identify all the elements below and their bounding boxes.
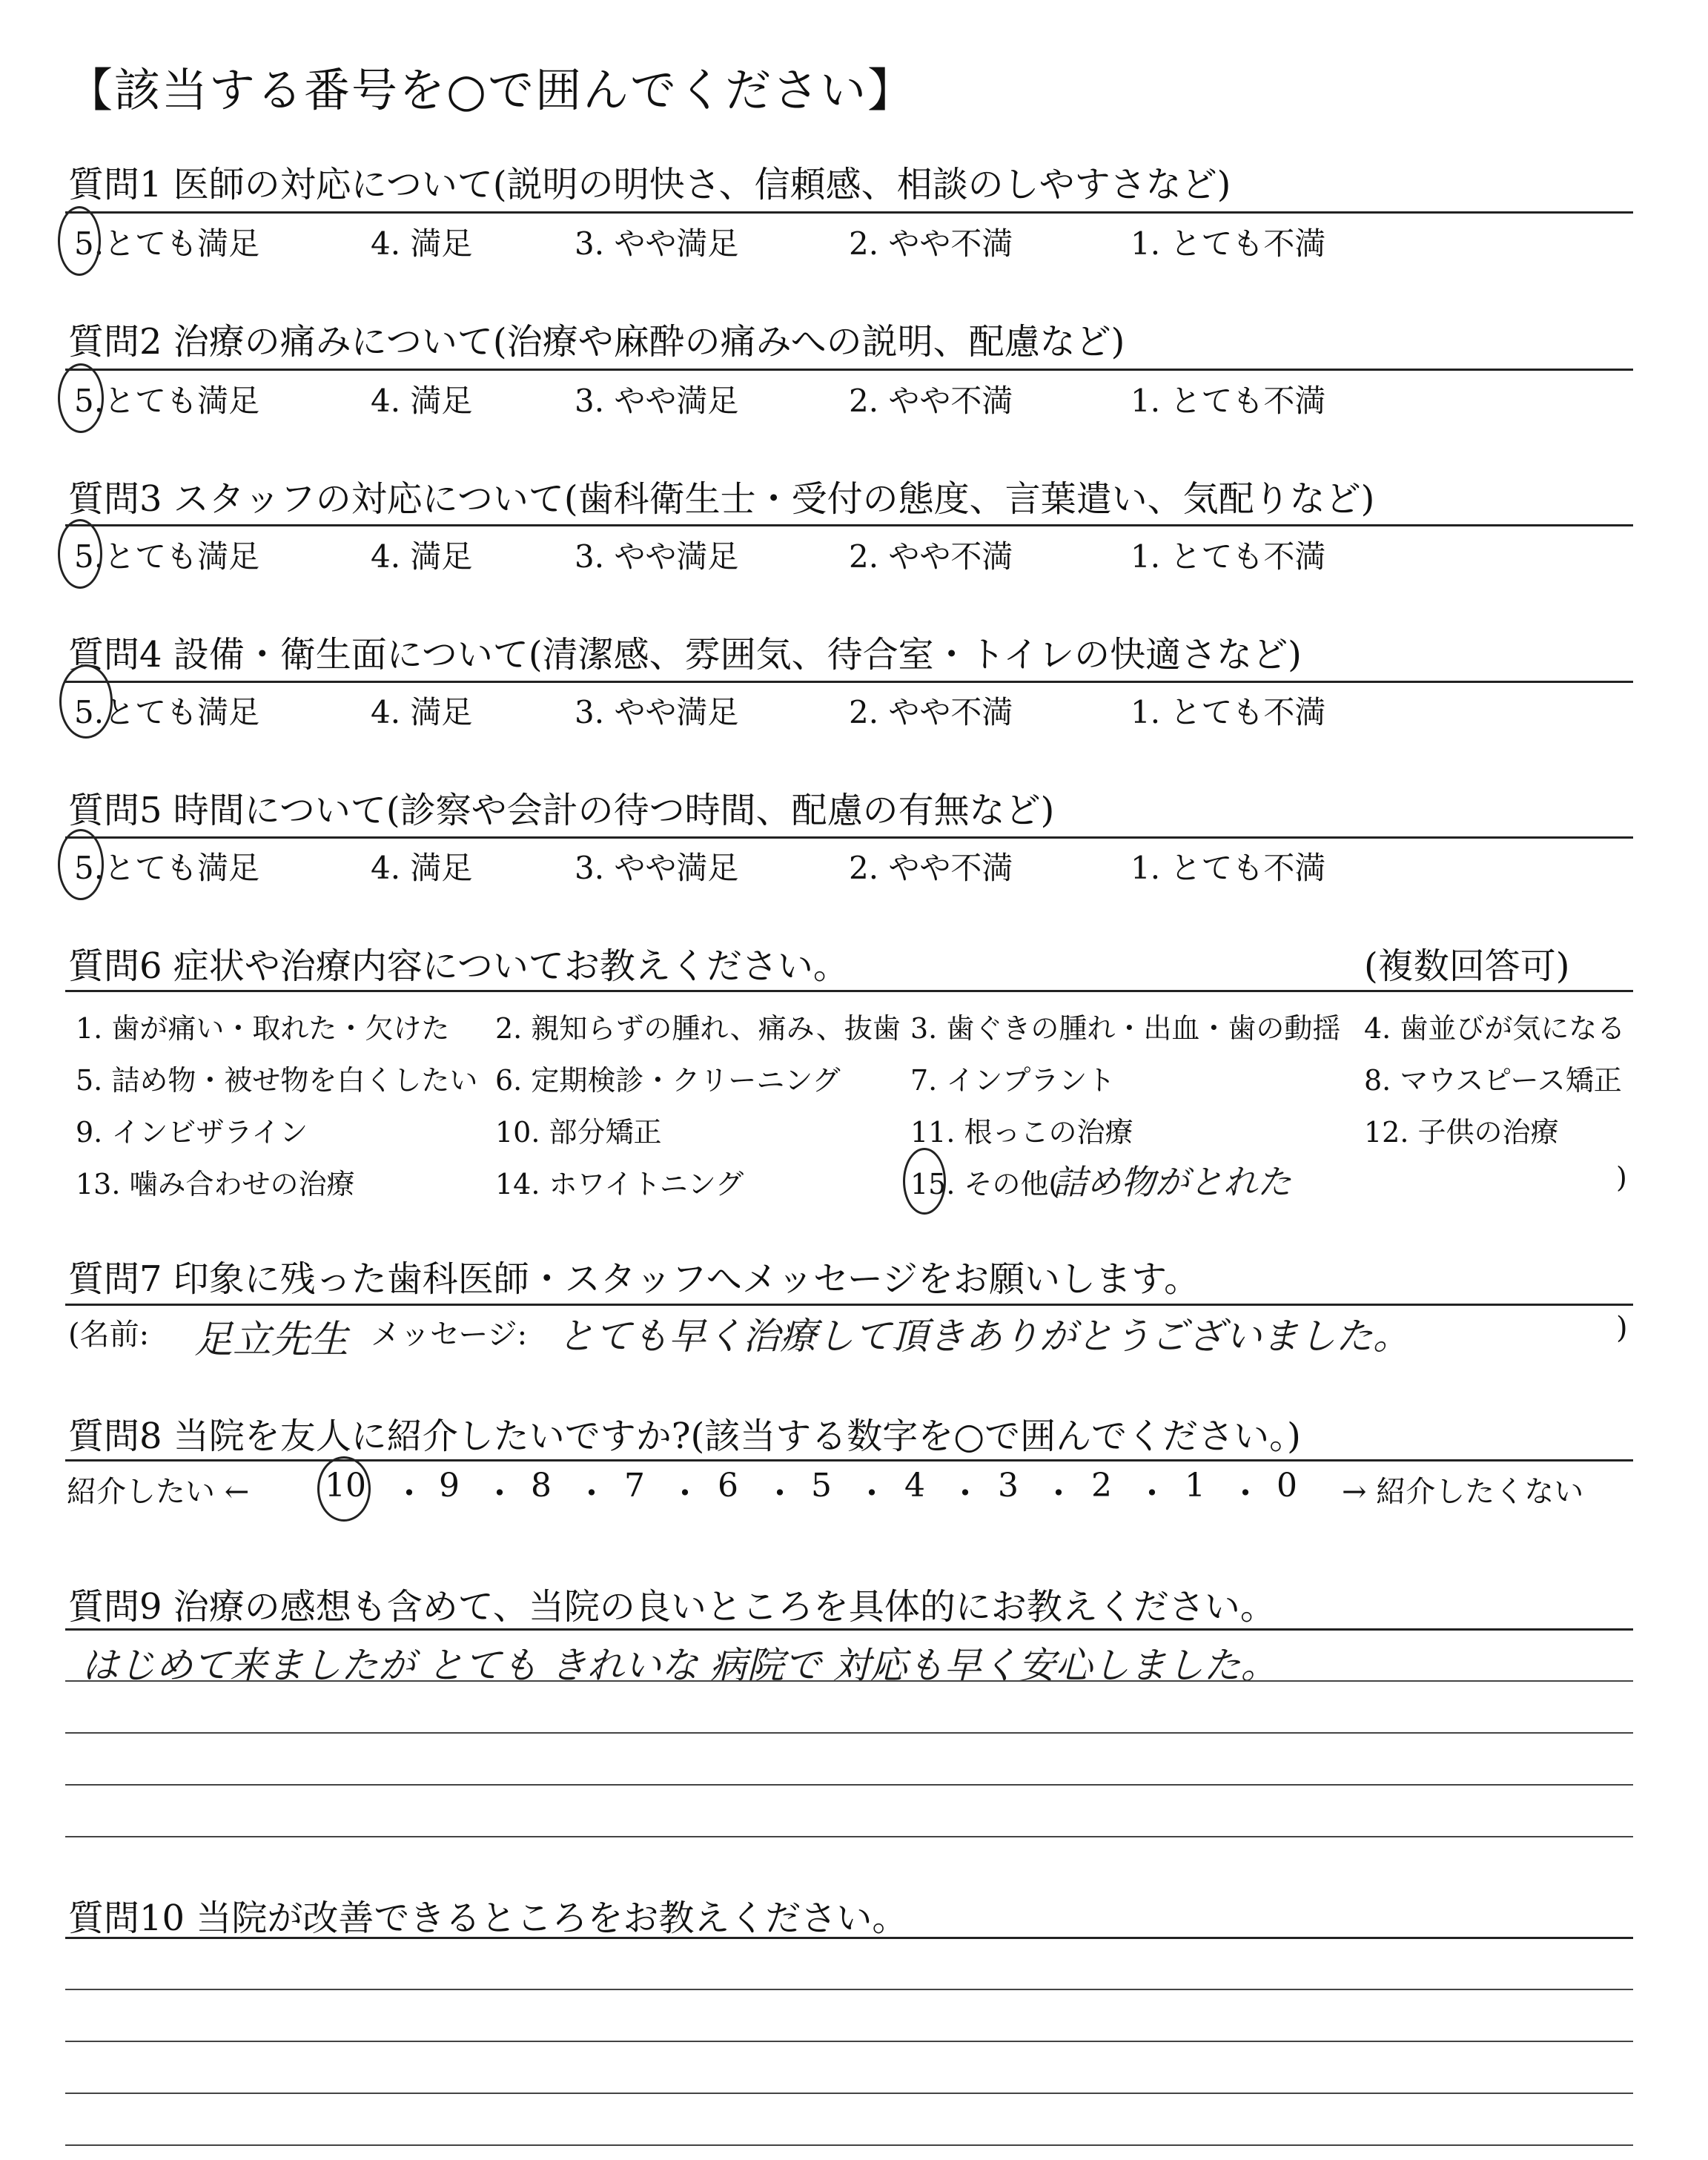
q6-item-9[interactable]: 9. インビザライン [76, 1116, 308, 1149]
question-10-label: 質問10 当院が改善できるところをお教えください。 [68, 1898, 908, 1939]
question-6-label: 質問6 症状や治療内容についてお教えください。 [68, 945, 849, 987]
q5-option-1[interactable]: 1. とても不満 [1131, 850, 1326, 886]
divider [65, 1628, 1633, 1631]
q1-option-3[interactable]: 3. やや満足 [575, 225, 739, 262]
answer-line [65, 2144, 1633, 2146]
q1-option-1[interactable]: 1. とても不満 [1131, 225, 1326, 262]
question-4-label: 質問4 設備・衛生面について(清潔感、雰囲気、待合室・トイレの快適さなど) [68, 634, 1302, 676]
q4-option-1[interactable]: 1. とても不満 [1131, 694, 1326, 730]
question-2-label: 質問2 治療の痛みについて(治療や麻酔の痛みへの説明、配慮など) [68, 321, 1125, 363]
q6-note: (複数回答可) [1364, 945, 1570, 987]
q3-option-2[interactable]: 2. やや不満 [849, 538, 1013, 575]
q5-option-5[interactable]: 5.とても満足 [74, 850, 260, 886]
q6-item-10[interactable]: 10. 部分矯正 [495, 1116, 662, 1149]
answer-line [65, 1836, 1633, 1837]
divider [65, 1304, 1633, 1306]
answer-line [65, 1784, 1633, 1786]
question-5-label: 質問5 時間について(診察や会計の待つ時間、配慮の有無など) [68, 790, 1055, 831]
q6-item-14[interactable]: 14. ホワイトニング [495, 1168, 744, 1200]
q8-scale-4[interactable]: 4 [904, 1467, 925, 1505]
q8-dot: ・ [669, 1475, 701, 1513]
divider [65, 369, 1633, 371]
q4-selected-circle [59, 664, 113, 739]
q6-item-5[interactable]: 5. 詰め物・被せ物を白くしたい [76, 1064, 478, 1097]
q8-dot: ・ [575, 1475, 608, 1513]
q2-option-3[interactable]: 3. やや満足 [575, 383, 739, 419]
q4-option-3[interactable]: 3. やや満足 [575, 694, 739, 730]
q2-option-2[interactable]: 2. やや不満 [849, 383, 1013, 419]
q3-selected-circle [58, 519, 102, 589]
divider [65, 1459, 1633, 1462]
q8-dot: ・ [1136, 1475, 1168, 1513]
q6-item-6[interactable]: 6. 定期検診・クリーニング [495, 1064, 841, 1097]
q6-selected-circle [903, 1148, 946, 1215]
q8-dot: ・ [393, 1475, 426, 1513]
q8-dot: ・ [1042, 1475, 1075, 1513]
question-7-label: 質問7 印象に残った歯科医師・スタッフへメッセージをお願いします。 [68, 1258, 1200, 1300]
q5-selected-circle [58, 829, 104, 900]
divider [65, 524, 1633, 526]
question-8-label: 質問8 当院を友人に紹介したいですか?(該当する数字を○で囲んでください。) [68, 1416, 1301, 1457]
q4-option-4[interactable]: 4. 満足 [371, 694, 473, 730]
q8-dot: ・ [764, 1475, 796, 1513]
q2-option-4[interactable]: 4. 満足 [371, 383, 473, 419]
q7-name-label: (名前: [68, 1318, 150, 1352]
answer-line [65, 1989, 1633, 1990]
divider [65, 836, 1633, 839]
q8-left-label: 紹介したい ← [67, 1475, 250, 1509]
page-title: 【該当する番号を○で囲んでください】 [67, 63, 916, 117]
answer-line [65, 2041, 1633, 2042]
q7-message-value[interactable]: とても早く治療して頂きありがとうございました。 [557, 1315, 1410, 1358]
q3-option-5[interactable]: 5.とても満足 [74, 538, 260, 575]
answer-line [65, 1680, 1633, 1682]
divider [65, 1937, 1633, 1939]
q1-option-5[interactable]: 5.とても満足 [74, 225, 260, 262]
q6-item-4[interactable]: 4. 歯並びが気になる [1364, 1012, 1626, 1045]
divider [65, 990, 1633, 992]
q7-close-paren: ) [1616, 1311, 1628, 1345]
q5-option-2[interactable]: 2. やや不満 [849, 850, 1013, 886]
q1-selected-circle [58, 206, 101, 276]
q8-scale-8[interactable]: 8 [531, 1467, 552, 1505]
q8-right-label: → 紹介したくない [1342, 1475, 1584, 1509]
q4-option-2[interactable]: 2. やや不満 [849, 694, 1013, 730]
q8-scale-9[interactable]: 9 [439, 1467, 460, 1505]
q5-option-3[interactable]: 3. やや満足 [575, 850, 739, 886]
q6-item-8[interactable]: 8. マウスピース矯正 [1364, 1064, 1622, 1097]
q4-option-5[interactable]: 5.とても満足 [74, 694, 260, 730]
q1-option-2[interactable]: 2. やや不満 [849, 225, 1013, 262]
q6-item-11[interactable]: 11. 根っこの治療 [910, 1116, 1133, 1149]
answer-line [65, 1732, 1633, 1734]
question-9-label: 質問9 治療の感想も含めて、当院の良いところを具体的にお教えください。 [68, 1586, 1276, 1628]
q6-item-15[interactable]: 15. その他( [910, 1168, 1060, 1200]
q6-item-13[interactable]: 13. 噛み合わせの治療 [76, 1168, 355, 1200]
q8-selected-circle [317, 1456, 371, 1522]
q6-item-3[interactable]: 3. 歯ぐきの腫れ・出血・歯の動揺 [910, 1012, 1341, 1045]
q6-other-close: ) [1616, 1161, 1627, 1194]
q8-dot: ・ [1229, 1475, 1262, 1513]
q8-scale-6[interactable]: 6 [718, 1467, 738, 1505]
divider [65, 681, 1633, 683]
q7-message-label: メッセージ: [371, 1318, 528, 1352]
q3-option-1[interactable]: 1. とても不満 [1131, 538, 1326, 575]
q8-scale-2[interactable]: 2 [1091, 1467, 1112, 1505]
q5-option-4[interactable]: 4. 満足 [371, 850, 473, 886]
answer-line [65, 2093, 1633, 2094]
q8-dot: ・ [855, 1475, 888, 1513]
q3-option-4[interactable]: 4. 満足 [371, 538, 473, 575]
q1-option-4[interactable]: 4. 満足 [371, 225, 473, 262]
divider [65, 211, 1633, 214]
q8-scale-3[interactable]: 3 [998, 1467, 1019, 1505]
q8-scale-10[interactable]: 10 [325, 1467, 366, 1505]
q3-option-3[interactable]: 3. やや満足 [575, 538, 739, 575]
q2-option-1[interactable]: 1. とても不満 [1131, 383, 1326, 419]
q2-selected-circle [58, 363, 104, 433]
q2-option-5[interactable]: 5.とても満足 [74, 383, 260, 419]
q8-scale-1[interactable]: 1 [1185, 1467, 1205, 1505]
q6-item-2[interactable]: 2. 親知らずの腫れ、痛み、抜歯 [495, 1012, 901, 1045]
q6-item-1[interactable]: 1. 歯が痛い・取れた・欠けた [76, 1012, 450, 1045]
q8-scale-0[interactable]: 0 [1277, 1467, 1297, 1505]
q9-answer[interactable]: はじめて来ましたが とても きれいな 病院で 対応も早く安心しました。 [82, 1644, 1278, 1687]
q8-scale-7[interactable]: 7 [624, 1467, 645, 1505]
question-3-label: 質問3 スタッフの対応について(歯科衛生士・受付の態度、言葉遣い、気配りなど) [68, 478, 1375, 520]
q7-name-value[interactable]: 足立先生 [194, 1318, 349, 1362]
q8-dot: ・ [483, 1475, 516, 1513]
q6-item-12[interactable]: 12. 子供の治療 [1364, 1116, 1559, 1149]
q8-scale-5[interactable]: 5 [811, 1467, 832, 1505]
question-1-label: 質問1 医師の対応について(説明の明快さ、信頼感、相談のしやすさなど) [68, 164, 1231, 205]
q6-other-text[interactable]: 詰め物がとれた [1053, 1162, 1291, 1202]
q8-dot: ・ [949, 1475, 982, 1513]
q6-item-7[interactable]: 7. インプラント [910, 1064, 1116, 1097]
